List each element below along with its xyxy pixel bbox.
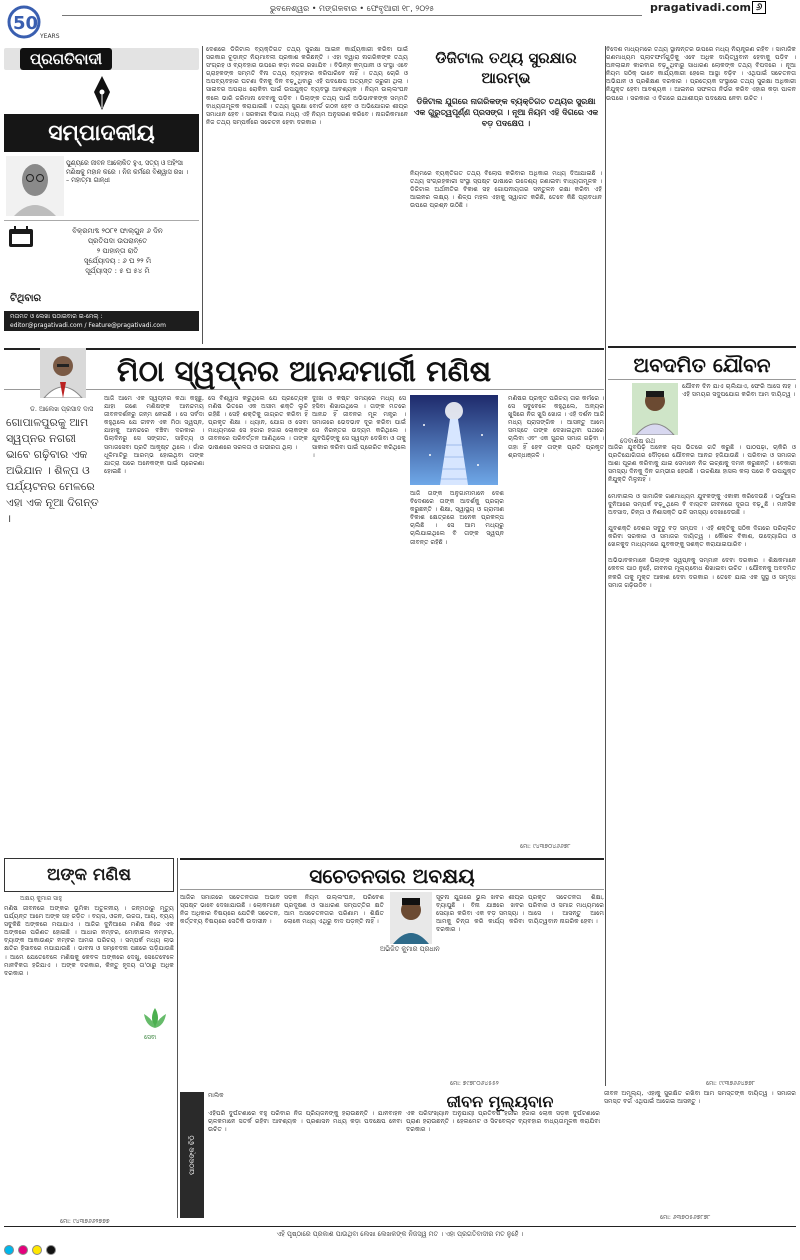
article-4-column-4: ପ୍ରକୃତ ସଚେତନତା ଶିକ୍ଷା, ପରିବାର ଓ ସମାଜ ମାଧ୍ୟମରେ ଆସେ । ଆସନ୍ତୁ ଆମେ ଦାୟିତ୍ୱବାନ ନାଗରିକ ହେବା । bbox=[528, 894, 604, 926]
author-photo bbox=[390, 892, 432, 944]
stairway-illustration bbox=[410, 395, 498, 485]
yellow-mark bbox=[32, 1245, 42, 1255]
print-color-marks bbox=[4, 1244, 796, 1256]
calendar-info bbox=[40, 226, 195, 276]
letters-phone: ମୋ: ୬୩୭୦୫୬୭୮୭୮ bbox=[660, 1214, 711, 1221]
date-line: ଭୁବନେଶ୍ୱର • ମଙ୍ଗଳବାର • ଫେବୃଆରୀ ୧୮, ୨୦୨୫ bbox=[62, 2, 642, 16]
calendar-line-5: ସୂର୍ଯ୍ୟାସ୍ତ : ୫ ଘ ୫୪ ମି bbox=[85, 267, 150, 275]
article-4-author: ଅଭିଜିତ କୁମାର ପ୍ରଧାନ bbox=[380, 945, 440, 953]
article-2-intro: ଯୌବନ ଦିନ ଯାଏ ଚାଲିଯାଏ, ଫେରି ଆସେ ନାହିଁ । ଏହି ସମୟର ସଦୁପଯୋଗ କରିବା ଆମ ଦାୟିତ୍ୱ । bbox=[682, 383, 796, 399]
article-1-column-3: ଦୁଃଖ ଓ କଷ୍ଟ ସମୟରେ ମଧ୍ୟ ସେ ହସିବା ଶିଖାଉଥିଲେ । ତାଙ୍କ ମତରେ ଆନନ୍ଦ ହିଁ ଜୀବନର ମୂଳ ମନ୍ତ୍ର । ସମାଜରେ ଭେଦଭାବ ଦୂର କରିବା ପାଇଁ ସେ ନିରନ୍ତର ଉଦ୍ୟମ କରିଥିଲେ । ଯୁବପିଢ଼ିଙ୍କୁ ସେ ସ୍ୱପ୍ନ ଦେଖିବା ଓ ତାକୁ ସାକାର କରିବା ପାଇଁ ପ୍ରେରିତ କରିଥିଲେ । bbox=[312, 395, 406, 459]
article-3-phone: ମୋ: ୯୪୩୭୬୬୨୭୭୭ bbox=[60, 1218, 110, 1225]
article-4-column-2: ସଡ଼କ ନିୟମ ଉଲ୍ଲଂଘନ, ପରିବେଶ ପ୍ରଦୂଷଣ ଓ ସାଧାରଣ ସମ୍ପତ୍ତିର କ୍ଷତି ଆମ ଅସଚେତନତାର ପରିଣାମ । ଶିକ୍ଷିତ ଲୋକେ ମଧ୍ୟ ଏଥିରୁ ବାଦ ପଡ଼ନ୍ତି ନାହିଁ । bbox=[284, 894, 384, 926]
pen-nib-icon bbox=[90, 74, 114, 112]
article-1-column-2: ସେ ବିଶ୍ୱାସ କରୁଥିଲେ ଯେ ପ୍ରତ୍ୟେକ ମଣିଷ ଭିତରେ ଏକ ଅସୀମ ଶକ୍ତି ଲୁଚି ରହିଛି । ସେହି ଶକ୍ତିକୁ ଜାଗ୍ରତ କରିବା ହିଁ ପ୍ରକୃତ ଶିକ୍ଷା । ଧ୍ୟାନ, ଯୋଗ ଓ ସେବା ମାଧ୍ୟମରେ ସେ ହଜାର ହଜାର ଲୋକଙ୍କ ଜୀବନରେ ପରିବର୍ତ୍ତନ ଆଣିଥିଲେ । ତାଙ୍କ ଭାଷଣରେ ସରଳତା ଓ ଗଭୀରତା ଥିଲା । bbox=[208, 395, 308, 451]
editorial-column-1: ଦେଶରେ ଡିଜିଟାଲ ବ୍ୟକ୍ତିଗତ ତଥ୍ୟ ସୁରକ୍ଷା ଆଇନ କାର୍ଯ୍ୟକାରୀ କରିବା ପାଇଁ ସରକାର ଚୂଡ଼ାନ୍ତ ନିୟମାବଳୀ ପ୍ରକାଶ କରିଛନ୍ତି । ଏହା ଦ୍ୱାରା ନାଗରିକଙ୍କ ତଥ୍ୟ ସଂଗ୍ରହ ଓ ବ୍ୟବହାର ଉପରେ କଡ଼ା ନଜର ରଖାଯିବ । ବିଭିନ୍ନ କମ୍ପାନୀ ଓ ସଂସ୍ଥା ଏବେ ଗ୍ରାହକଙ୍କ ସମ୍ମତି ବିନା ତଥ୍ୟ ବ୍ୟବହାର କରିପାରିବେ ନାହିଁ । ତଥ୍ୟ ଚୋରି ଓ ଅପବ୍ୟବହାର ଘଟଣା ଦିନକୁ ଦିନ ବଢ଼ୁଥିବାରୁ ଏହି ପଦକ୍ଷେପ ଅତ୍ୟନ୍ତ ଜରୁରୀ ଥିଲା । ସାଇବର ଅପରାଧ ରୋକିବା ପାଇଁ ଉପଯୁକ୍ତ ବ୍ୟବସ୍ଥା ଆବଶ୍ୟକ । ନିୟମ ଉଲ୍ଲଂଘନ କଲେ ଭାରି ଜରିମାନା ଦେବାକୁ ପଡ଼ିବ । ପିଲାଙ୍କ ତଥ୍ୟ ପାଇଁ ଅଭିଭାବକଙ୍କ ସମ୍ମତି ବାଧ୍ୟତାମୂଳକ କରାଯାଇଛି । ତଥ୍ୟ ସୁରକ୍ଷା ବୋର୍ଡ ଗଠନ ହେବ ଓ ଅଭିଯୋଗର ଶୀଘ୍ର ସମାଧାନ ହେବ । ସରକାରୀ ବିଭାଗ ମଧ୍ୟ ଏହି ନିୟମ ଅନୁସରଣ କରିବେ । ନାଗରିକମାନେ ନିଜ ତଥ୍ୟ ସମ୍ପର୍କରେ ସଚେତନ ହେବା ଦରକାର । bbox=[206, 46, 408, 126]
column-divider bbox=[177, 858, 178, 1218]
day-label: ଟିଥିବାର bbox=[10, 293, 42, 304]
article-1-pull-quote: ଗୋପାଳପୁରକୁ ଆମ ସ୍ୱପ୍ନର ନଗରୀ ଭାବେ ଗଢ଼ିବାର ଏକ ଅଭିଯାନ । ଶିଳ୍ପ ଓ ପର୍ଯ୍ୟଟନର ମେଳରେ ଏହା ଏକ ନୂଆ ଦିଗନ୍ତ । bbox=[6, 416, 99, 525]
calendar-icon bbox=[8, 226, 34, 248]
site-name-text: pragativadi bbox=[650, 1, 722, 14]
lotus-label: ସେବା bbox=[144, 1034, 157, 1041]
article-1-column-1: ଆଜି ଆମେ ଏକ ସ୍ୱପ୍ନର କଥା କହୁଛୁ, ଯାହା ଜଣେ ମଣିଷଙ୍କ ଆନନ୍ଦମୟ ଜୀବନଦର୍ଶନରୁ ଜନ୍ମ ନେଇଛି । ସେ ସର୍ବଦା କହୁଥିଲେ ଯେ ଜୀବନ ଏକ ମିଠା ସ୍ୱପ୍ନ, ଯାହାକୁ ଆନନ୍ଦରେ ବଞ୍ଚିବା ଦରକାର । ପିଲାଦିନରୁ ସେ ସଙ୍ଗୀତ, ସାହିତ୍ୟ ଓ ସମାଜସେବା ପ୍ରତି ଆକୃଷ୍ଟ ଥିଲେ । ଗାଁର ଧୂଳିମାଟିରୁ ଆରମ୍ଭ ହୋଇଥିବା ତାଙ୍କ ଯାତ୍ରା ପରେ ଅନେକଙ୍କ ପାଇଁ ପ୍ରେରଣା ହୋଇଛି । bbox=[104, 395, 204, 475]
article-3-title: ଅଙ୍କ ମଣିଷ bbox=[4, 858, 174, 892]
article-4-column-1: ଆଜିର ସମାଜରେ ସଚେତନତାର ଅଭାବ ସ୍ପଷ୍ଟ ଭାବେ ଦେଖାଯାଉଛି । ଲୋକମାନେ ନିଜ ଅଧିକାର ବିଷୟରେ ଯେତିକି ସଚେତନ, କର୍ତ୍ତବ୍ୟ ବିଷୟରେ ସେତିକି ଉଦାସୀନ । bbox=[180, 894, 280, 926]
masthead-text: ପ୍ରଗତିବାଦୀ bbox=[20, 48, 112, 70]
author-photo bbox=[632, 383, 678, 435]
letters-column-1: ଏହିପରି ଦୁର୍ଘଟଣାରେ ବହୁ ପରିବାର ନିଜ ପ୍ରିୟଜନଙ୍କୁ ହରାଉଛନ୍ତି । ଯାନବାହନ ଚାଳକମାନେ ସତର୍କ ରହିବା ଆବଶ୍ୟକ । ପ୍ରଶାସନ ମଧ୍ୟ କଡ଼ା ପଦକ୍ଷେପ ନେବା ଉଚିତ । bbox=[208, 1110, 402, 1134]
footer-disclaimer: ଏହି ପୃଷ୍ଠାରେ ପ୍ରକାଶ ପାଉଥିବା ଲେଖା ଲେଖକଙ୍କ ନିଜସ୍ୱ ମତ । ଏହା ପ୍ରଗତିବାଦୀର ମତ ନୁହେଁ । bbox=[4, 1226, 796, 1240]
letters-column-2: ଏକ ପରିସଂଖ୍ୟାନ ଅନୁଯାୟୀ ପ୍ରତିବର୍ଷ ହଜାର ହଜାର ଲୋକ ସଡ଼କ ଦୁର୍ଘଟଣାରେ ପ୍ରାଣ ହରାଉଛନ୍ତି । ହେଲମେଟ ଓ ସିଟବେଲ୍ଟ ବ୍ୟବହାର ବାଧ୍ୟତାମୂଳକ କରାଯିବା ଦରକାର । bbox=[406, 1110, 600, 1134]
anniversary-number: 50 bbox=[13, 13, 39, 34]
letters-top-line: ମାଲିକ bbox=[208, 1092, 224, 1099]
letters-side-label: ପାଠକଙ୍କ ଚିଠି bbox=[180, 1092, 204, 1218]
column-divider bbox=[202, 46, 203, 344]
letters-column-3: ଜୀବନ ଅମୂଲ୍ୟ, ଏହାକୁ ସୁରକ୍ଷିତ ରଖିବା ଆମ ସମସ୍ତଙ୍କ ଦାୟିତ୍ୱ । ସମାଜର ସମସ୍ତ ବର୍ଗ ଏଥିପାଇଁ ଆଗେଇ ଆସନ୍ତୁ । bbox=[604, 1090, 796, 1106]
site-name-suffix: .com bbox=[721, 1, 752, 14]
column-divider bbox=[605, 46, 606, 1086]
cyan-mark bbox=[4, 1245, 14, 1255]
article-4-headline: ସଚେତନତାର ଅବକ୍ଷୟ bbox=[180, 858, 604, 890]
editorial-banner: ସମ୍ପାଦକୀୟ bbox=[4, 114, 199, 152]
article-3-author: ଅକ୍ଷୟ କୁମାର ସାହୁ bbox=[20, 895, 62, 902]
article-2-phone: ମୋ: ୯୯୩୭୬୬୪୭୭୮ bbox=[706, 1080, 756, 1087]
gandhi-quote: ପୁଣ୍ୟରେ ଜୀବନ ଆଲୋକିତ ହୁଏ, ସତ୍ୟ ଓ ଅହିଂସା ମଣିଷକୁ ମହାନ କରେ । ନିଜ କର୍ମରେ ବିଶ୍ୱାସ ରଖ । – ମହାତ୍ମା ଗାନ୍ଧୀ bbox=[66, 160, 188, 184]
article-1-column-4: ଆଜି ତାଙ୍କ ଅନୁଗାମୀମାନେ ଦେଶ ବିଦେଶରେ ତାଙ୍କ ଆଦର୍ଶକୁ ପ୍ରଚାର କରୁଛନ୍ତି । ଶିକ୍ଷା, ସ୍ୱାସ୍ଥ୍ୟ ଓ ଗ୍ରାମୀଣ ବିକାଶ କ୍ଷେତ୍ରରେ ଅନେକ ପ୍ରକଳ୍ପ ଚାଲିଛି । ସେ ଆମ ମଧ୍ୟରୁ ଚାଲିଯାଇଥିଲେ ବି ତାଙ୍କ ସ୍ୱପ୍ନ ଜୀବନ୍ତ ରହିଛି । bbox=[410, 490, 504, 546]
editorial-column-2: ନିୟମରେ ବ୍ୟକ୍ତିଗତ ତଥ୍ୟ ବିଲୋପ କରିବାର ଅଧିକାର ମଧ୍ୟ ଦିଆଯାଇଛି । ତଥ୍ୟ ସଂଗ୍ରହକାରୀ ସଂସ୍ଥା ସ୍ପଷ୍ଟ ଭାଷାରେ ଉଦ୍ଦେଶ୍ୟ ଜଣାଇବା ବାଧ୍ୟତାମୂଳକ । ଡିଜିଟାଲ ଅର୍ଥନୀତିର ବିକାଶ ସହ ଗୋପନୀୟତାର ସନ୍ତୁଳନ ରକ୍ଷା କରିବା ଏହି ଆଇନର ଲକ୍ଷ୍ୟ । ଶିଳ୍ପ ମହଲ ଏହାକୁ ସ୍ୱାଗତ କରିଛି, ତେବେ କିଛି ପ୍ରାବଧାନ ଉପରେ ପ୍ରଶ୍ନ ଉଠିଛି । bbox=[410, 170, 602, 210]
author-photo bbox=[40, 348, 86, 398]
contact-bar[interactable]: ମତାମତ ଓ ଲେଖା ପଠାଇବାର ଇ-ମେଲ୍ : editor@pragativadi.com / Feature@pragativadi.com bbox=[4, 311, 199, 331]
article-4-phone: ମୋ: ୭୯୭୮୦୬୪୫୫୨ bbox=[450, 1080, 499, 1087]
masthead bbox=[4, 48, 199, 70]
anniversary-logo bbox=[4, 2, 60, 46]
black-mark bbox=[46, 1245, 56, 1255]
calendar-line-1: ବିକ୍ରମାବ୍ଦ ୨୦୮୧ ଫାଲ୍ଗୁନ ୬ ଦିନ bbox=[72, 227, 163, 235]
article-3-body: ମଣିଷ ଜୀବନରେ ଅଙ୍କର ଭୂମିକା ଅତୁଳନୀୟ । ଜନ୍ମଠାରୁ ମୃତ୍ୟୁ ପର୍ଯ୍ୟନ୍ତ ଆମେ ଅଙ୍କ ସହ ଜଡ଼ିତ । ବୟସ, ଓଜନ, ଉଚ୍ଚତା, ଆୟ, ବ୍ୟୟ ସବୁକିଛି ଅଙ୍କରେ ମପାଯାଏ । ଆଜିର ଦୁନିଆରେ ମଣିଷ ନିଜେ ଏକ ଅଙ୍କରେ ପରିଣତ ହୋଇଛି । ଆଧାର ନମ୍ବର, ମୋବାଇଲ ନମ୍ବର, ବ୍ୟାଙ୍କ ଆକାଉଣ୍ଟ ନମ୍ବର ଆମର ପରିଚୟ । ସମ୍ପର୍କ ମଧ୍ୟ ଲାଭ କ୍ଷତିର ହିସାବରେ ମପାଯାଉଛି । ଭାବନା ଓ ସମ୍ବେଦନା ପଛରେ ପଡ଼ିଯାଉଛି । ଆମେ ଯେତେବେଳେ ମଣିଷକୁ କେବଳ ଅଙ୍କରେ ଦେଖୁ, ସେତେବେଳେ ମାନବିକତା ହଜିଯାଏ । ଅଙ୍କ ଦରକାର, କିନ୍ତୁ ହୃଦୟ ତା'ଠାରୁ ଅଧିକ ଦରକାର । bbox=[4, 905, 174, 977]
article-4-column-3: ସୂଚନା ଯୁଗରେ ଭୁଲ ଖବର ଶୀଘ୍ର ବ୍ୟାପୁଛି । ବିନା ଯାଞ୍ଚରେ ଖବର ସେୟାର କରିବା ଏକ ବଡ଼ ସମସ୍ୟା । ଆମକୁ ଚିନ୍ତା କରି କାର୍ଯ୍ୟ କରିବା ଦରକାର । bbox=[436, 894, 524, 934]
editorial-headline: ଡିଜିଟାଲ ତଥ୍ୟ ସୁରକ୍ଷାର ଆରମ୍ଭ bbox=[435, 49, 577, 87]
page-number: ୬ bbox=[752, 1, 766, 14]
article-2-body: ଆଜିର ଯୁବପିଢ଼ି ଅନେକ ଚାପ ଭିତରେ ଗତି କରୁଛି । ପାଠପଢ଼ା, ଚାକିରି ଓ ପ୍ରତିଯୋଗିତାର ଦୌଡ଼ରେ ଯୌବନର ଆନନ୍ଦ ହଜିଯାଉଛି । ପରିବାର ଓ ସମାଜର ଆଶା ପୂରଣ କରିବାକୁ ଯାଇ ସେମାନେ ନିଜ ଇଚ୍ଛାକୁ ଦମନ କରୁଛନ୍ତି । ବେକାରୀ ସମସ୍ୟା ଦିନକୁ ଦିନ ଗମ୍ଭୀର ହେଉଛି । ଉଚ୍ଚଶିକ୍ଷା ହାସଲ କଲା ପରେ ବି ଉପଯୁକ୍ତ ନିଯୁକ୍ତି ମିଳୁନାହିଁ । ମୋବାଇଲ ଓ ସାମାଜିକ ଗଣମାଧ୍ୟମ ଯୁବକଙ୍କୁ ଏକାକୀ କରିଦେଉଛି । ଭର୍ଚୁଆଲ ଦୁନିଆରେ ସମ୍ପର୍କ ବଢ଼ୁଥିଲେ ବି ବାସ୍ତବ ଜୀବନରେ ଦୂରତା ବଢ଼ୁଛି । ମାନସିକ ଅବସାଦ, ଚିନ୍ତା ଓ ନିଶାସକ୍ତି ଭଳି ସମସ୍ୟା ଦେଖାଦେଉଛି । ଯୁବଶକ୍ତି ଦେଶର ସବୁଠୁ ବଡ଼ ସମ୍ପଦ । ଏହି ଶକ୍ତିକୁ ସଠିକ ଦିଗରେ ପରିଚାଳିତ କରିବା ସରକାର ଓ ସମାଜର ଦାୟିତ୍ୱ । କୌଶଳ ବିକାଶ, ଉଦ୍ୟୋଗିତା ଓ ଖେଳକୁଦ ମାଧ୍ୟମରେ ଯୁବକଙ୍କୁ ସଶକ୍ତ କରାଯାଇପାରିବ । ଅଭିଭାବକମାନେ ପିଲାଙ୍କ ସ୍ୱପ୍ନକୁ ସମ୍ମାନ ଦେବା ଦରକାର । ଶିକ୍ଷକମାନେ କେବଳ ପାଠ ନୁହେଁ, ଜୀବନର ମୂଲ୍ୟବୋଧ ଶିଖାଇବା ଉଚିତ । ଯୌବନକୁ ଅବଦମିତ ନକରି ତାକୁ ମୁକ୍ତ ଆକାଶ ଦେବା ଦରକାର । ତେବେ ଯାଇ ଏକ ସୁସ୍ଥ ଓ ସମୃଦ୍ଧ ସମାଜ ଗଢ଼ିଉଠିବ । bbox=[608, 444, 796, 589]
letters-headline: ଜୀବନ ମୂଲ୍ୟବାନ bbox=[446, 1092, 554, 1111]
article-1-author: ଡ. ଆଲେଖ ପ୍ରସାଦ ଦାସ bbox=[30, 405, 94, 413]
anniversary-years: YEARS bbox=[40, 33, 60, 40]
article-1-headline: ମିଠା ସ୍ୱପ୍ନର ଆନନ୍ଦମାର୍ଗୀ ମଣିଷ bbox=[4, 348, 604, 390]
editorial-column-3: ବିଦେଶ ମାଧ୍ୟମରେ ତଥ୍ୟ ସ୍ଥାନାନ୍ତର ଉପରେ ମଧ୍ୟ ନିୟନ୍ତ୍ରଣ ରହିବ । ସାମାଜିକ ଗଣମାଧ୍ୟମ ପ୍ଲାଟଫର୍ମଗୁଡ଼ିକୁ ଏବେ ଅଧିକ ଦାୟିତ୍ୱବାନ ହେବାକୁ ପଡ଼ିବ । ଅନଲାଇନ କାରବାର ବଢ଼ୁଥିବାରୁ ସାଧାରଣ ଲୋକଙ୍କ ତଥ୍ୟ ବିପଦରେ । ନୂଆ ନିୟମ ସଠିକ୍ ଭାବେ କାର୍ଯ୍ୟକାରୀ ହେଲେ ଆସ୍ଥା ବଢ଼ିବ । ଏଥିପାଇଁ ସଚେତନତା ଅଭିଯାନ ଓ ପ୍ରଶିକ୍ଷଣ ଦରକାର । ପ୍ରତ୍ୟେକ ସଂସ୍ଥାରେ ତଥ୍ୟ ସୁରକ୍ଷା ଅଧିକାରୀ ନିଯୁକ୍ତ ହେବା ଆବଶ୍ୟକ । ଆଇନର ସଫଳତା ନିର୍ଭର କରିବ ଏହାର କଡ଼ା ପାଳନ ଉପରେ । ସରକାର ଏ ଦିଗରେ ଯଥାଶୀଘ୍ର ପଦକ୍ଷେପ ନେବା ଉଚିତ । bbox=[606, 46, 796, 102]
article-1-column-5: ମଣିଷର ପ୍ରକୃତ ପରିଚୟ ତାର କର୍ମରେ । ସେ ସବୁବେଳେ କହୁଥିଲେ, ଅନ୍ୟର ଖୁସିରେ ନିଜ ଖୁସି ଖୋଜ । ଏହି ଦର୍ଶନ ଆଜି ମଧ୍ୟ ପ୍ରାସଙ୍ଗିକ । ଆସନ୍ତୁ ଆମେ ସମସ୍ତେ ତାଙ୍କ ଦେଖାଇଥିବା ପଥରେ ଚାଲିବା ଏବଂ ଏକ ସୁନ୍ଦର ସମାଜ ଗଢ଼ିବା । ତାହା ହିଁ ହେବ ତାଙ୍କ ପ୍ରତି ପ୍ରକୃତ ଶ୍ରଦ୍ଧାଞ୍ଜଳି । bbox=[508, 395, 604, 459]
article-2-author: ଦେବାଶିଷ ରଥ bbox=[620, 437, 656, 445]
gandhi-portrait bbox=[6, 156, 64, 216]
magenta-mark bbox=[18, 1245, 28, 1255]
site-name[interactable] bbox=[650, 1, 751, 14]
calendar-line-4: ସୂର୍ଯ୍ୟୋଦୟ : ୬ ଘ ୨୨ ମି bbox=[83, 257, 152, 265]
article-1-phone: ମୋ: ୯୪୩୭୦୪୬୬୭୮ bbox=[520, 843, 571, 850]
article-2-headline: ଅବଦମିତ ଯୌବନ bbox=[608, 346, 796, 380]
calendar-line-2: ପ୍ରତିପଦା ଉପରାନ୍ତେ bbox=[87, 237, 148, 245]
calendar-line-3: ୨ ପାହାନ୍ତା ରାତି bbox=[96, 247, 139, 255]
lotus-icon bbox=[136, 1002, 174, 1042]
editorial-pull-quote: ଡିଜିଟାଲ ଯୁଗରେ ନାଗରିକଙ୍କ ବ୍ୟକ୍ତିଗତ ତଥ୍ୟର ସୁରକ୍ଷା ଏକ ଗୁରୁତ୍ୱପୂର୍ଣ୍ଣ ପ୍ରସଙ୍ଗ । ନୂଆ ନିୟମ ଏହି ଦିଗରେ ଏକ ବଡ଼ ପଦକ୍ଷେପ । bbox=[413, 97, 599, 128]
